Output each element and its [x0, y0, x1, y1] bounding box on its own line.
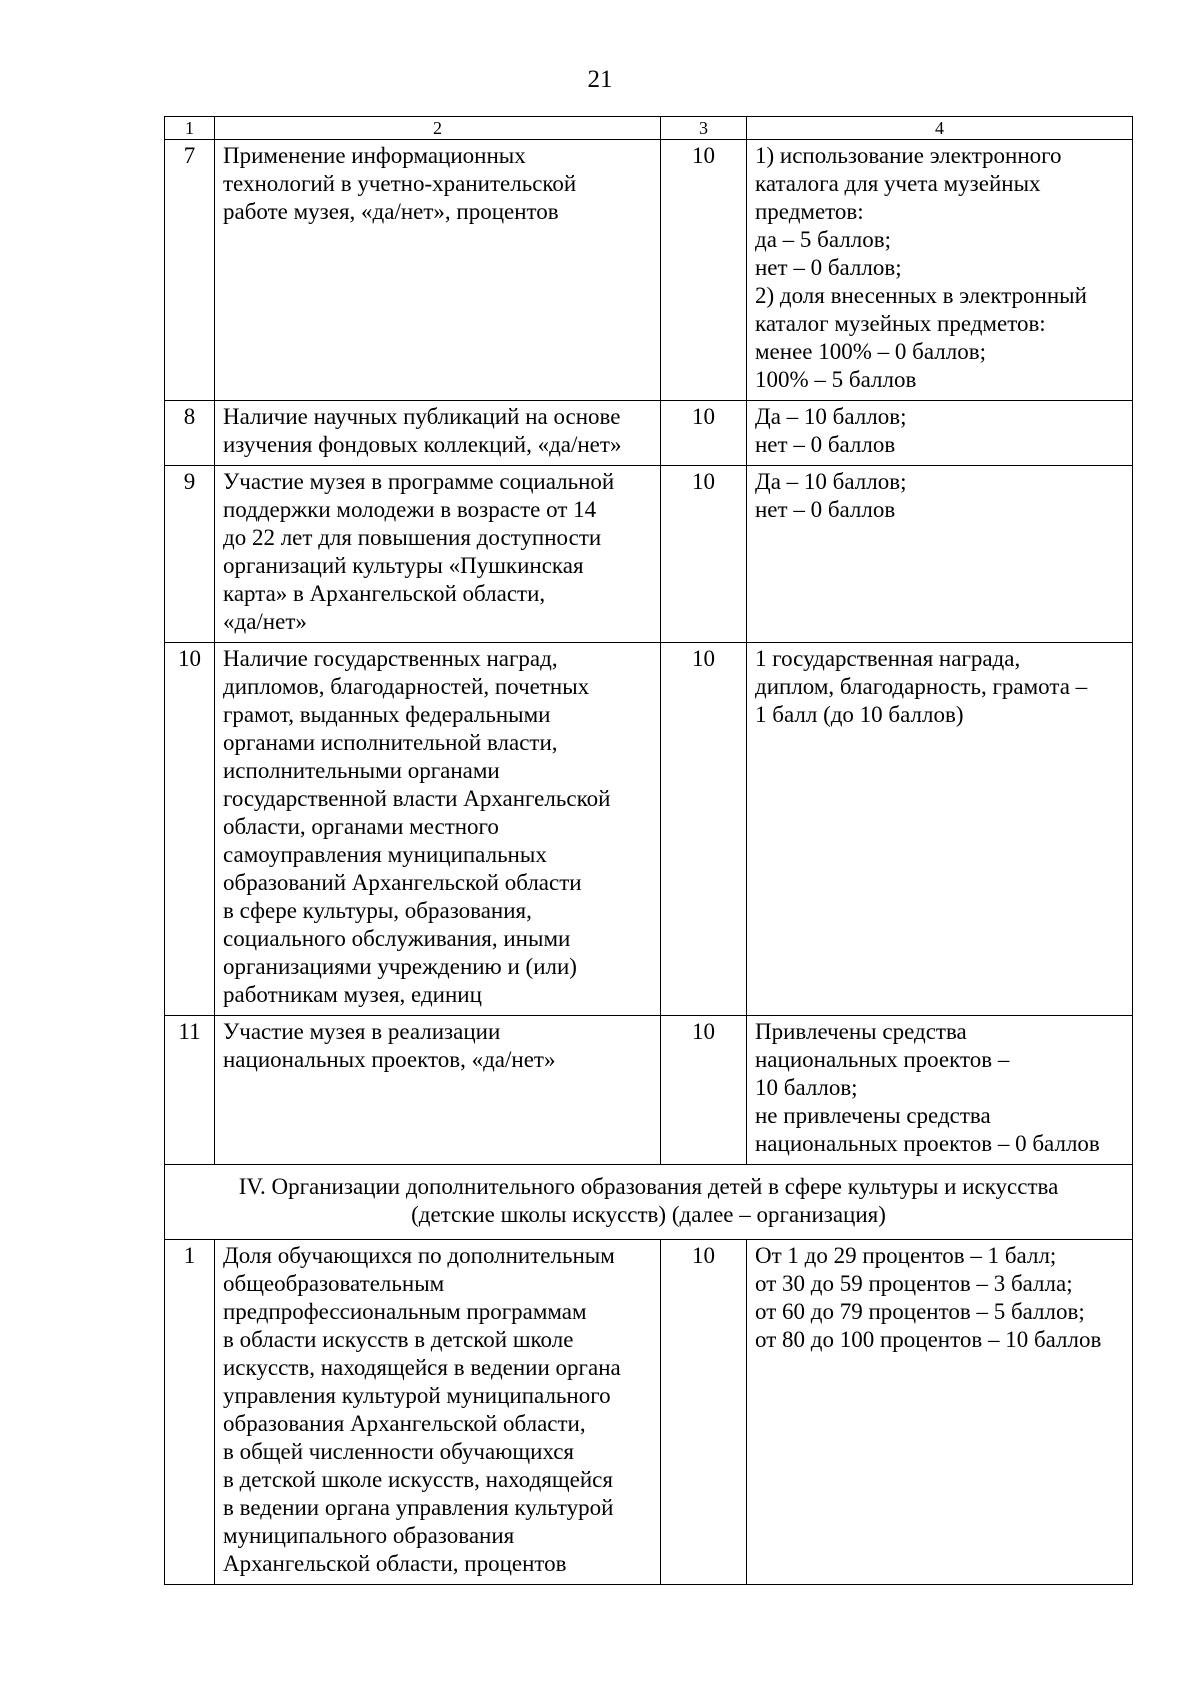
cell-line: грамот, выданных федеральными — [223, 702, 551, 727]
table-row — [165, 1240, 1133, 1585]
indicator-cell — [215, 1016, 661, 1165]
cell-line: менее 100% – 0 баллов; — [755, 339, 986, 364]
column-number-header — [165, 117, 1133, 140]
criteria-cell — [747, 1016, 1133, 1165]
cell-line: Да – 10 баллов; — [755, 404, 907, 429]
cell-line: Привлечены средства — [755, 1019, 967, 1044]
max-points-cell: 10 — [661, 643, 747, 1016]
cell-line: Доля обучающихся по дополнительным — [223, 1243, 615, 1268]
cell-line: образования Архангельской области, — [223, 1411, 586, 1436]
row-number: 1 — [165, 1240, 215, 1585]
max-points-cell: 10 — [661, 1016, 747, 1165]
cell-line: Да – 10 баллов; — [755, 469, 907, 494]
cell-line: Наличие государственных наград, — [223, 646, 558, 671]
cell-line: 10 баллов; — [755, 1075, 858, 1100]
cell-line: организациями учреждению и (или) — [223, 954, 577, 979]
cell-line: работникам музея, единиц — [223, 982, 482, 1007]
cell-line: Архангельской области, процентов — [223, 1551, 567, 1576]
indicator-cell — [215, 140, 661, 401]
criteria-cell — [747, 401, 1133, 466]
cell-line: от 80 до 100 процентов – 10 баллов — [755, 1327, 1102, 1352]
max-points-cell: 10 — [661, 401, 747, 466]
cell-line: работе музея, «да/нет», процентов — [223, 199, 559, 224]
cell-line: 2) доля внесенных в электронный — [755, 283, 1087, 308]
cell-line: в общей численности обучающихся — [223, 1439, 574, 1464]
indicator-cell — [215, 466, 661, 643]
table-row — [165, 643, 1133, 1016]
cell-line: государственной власти Архангельской — [223, 786, 611, 811]
cell-line: нет – 0 баллов — [755, 497, 896, 522]
cell-line: технологий в учетно-хранительской — [223, 171, 577, 196]
cell-line: каталога для учета музейных — [755, 171, 1041, 196]
cell-line: нет – 0 баллов — [755, 432, 896, 457]
page-number: 21 — [587, 66, 613, 93]
cell-line: нет – 0 баллов; — [755, 255, 902, 280]
cell-line: органами исполнительной власти, — [223, 730, 558, 755]
max-points-cell: 10 — [661, 466, 747, 643]
criteria-cell — [747, 1240, 1133, 1585]
cell-line: поддержки молодежи в возрасте от 14 — [223, 497, 597, 522]
cell-line: образований Архангельской области — [223, 870, 582, 895]
max-points-cell: 10 — [661, 1240, 747, 1585]
indicator-cell — [215, 1240, 661, 1585]
cell-line: Наличие научных публикаций на основе — [223, 404, 621, 429]
max-points-cell: 10 — [661, 140, 747, 401]
header-col-1: 1 — [165, 117, 215, 140]
cell-line: до 22 лет для повышения доступности — [223, 525, 602, 550]
table-row — [165, 1016, 1133, 1165]
cell-line: 1 балл (до 10 баллов) — [755, 702, 964, 727]
criteria-table — [164, 116, 1133, 1585]
cell-line: От 1 до 29 процентов – 1 балл; — [755, 1243, 1057, 1268]
cell-line: в области искусств в детской школе — [223, 1327, 574, 1352]
cell-line: исполнительными органами — [223, 758, 500, 783]
cell-line: (детские школы искусств) (далее – организация) — [411, 1202, 886, 1227]
cell-line: Участие музея в реализации — [223, 1019, 501, 1044]
row-number: 7 — [165, 140, 215, 401]
row-number: 8 — [165, 401, 215, 466]
cell-line: предпрофессиональным программам — [223, 1299, 587, 1324]
cell-line: дипломов, благодарностей, почетных — [223, 674, 590, 699]
cell-line: муниципального образования — [223, 1523, 515, 1548]
cell-line: самоуправления муниципальных — [223, 842, 547, 867]
criteria-cell — [747, 140, 1133, 401]
cell-line: 1 государственная награда, — [755, 646, 1021, 671]
cell-line: 1) использование электронного — [755, 143, 1062, 168]
cell-line: предметов: — [755, 199, 864, 224]
cell-line: Применение информационных — [223, 143, 526, 168]
header-col-3: 3 — [661, 117, 747, 140]
cell-line: национальных проектов, «да/нет» — [223, 1047, 556, 1072]
cell-line: «да/нет» — [223, 609, 307, 634]
cell-line: области, органами местного — [223, 814, 499, 839]
row-number: 10 — [165, 643, 215, 1016]
cell-line: национальных проектов – 0 баллов — [755, 1131, 1100, 1156]
cell-line: в сфере культуры, образования, — [223, 898, 532, 923]
header-col-4: 4 — [747, 117, 1133, 140]
table-row — [165, 466, 1133, 643]
indicator-cell — [215, 401, 661, 466]
cell-line: общеобразовательным — [223, 1271, 445, 1296]
cell-line: организаций культуры «Пушкинская — [223, 553, 584, 578]
indicator-cell — [215, 643, 661, 1016]
cell-line: искусств, находящейся в ведении органа — [223, 1355, 621, 1380]
row-number: 11 — [165, 1016, 215, 1165]
header-col-2: 2 — [215, 117, 661, 140]
cell-line: карта» в Архангельской области, — [223, 581, 546, 606]
cell-line: да – 5 баллов; — [755, 227, 891, 252]
table-row — [165, 401, 1133, 466]
cell-line: от 60 до 79 процентов – 5 баллов; — [755, 1299, 1085, 1324]
cell-line: изучения фондовых коллекций, «да/нет» — [223, 432, 622, 457]
criteria-cell — [747, 466, 1133, 643]
cell-line: каталог музейных предметов: — [755, 311, 1046, 336]
cell-line: диплом, благодарность, грамота – — [755, 674, 1088, 699]
section-heading — [165, 1165, 1133, 1240]
section-heading-row — [165, 1165, 1133, 1240]
cell-line: в детской школе искусств, находящейся — [223, 1467, 613, 1492]
cell-line: от 30 до 59 процентов – 3 балла; — [755, 1271, 1073, 1296]
cell-line: не привлечены средства — [755, 1103, 991, 1128]
cell-line: 100% – 5 баллов — [755, 367, 917, 392]
criteria-cell — [747, 643, 1133, 1016]
cell-line: управления культурой муниципального — [223, 1383, 611, 1408]
table-row — [165, 140, 1133, 401]
cell-line: в ведении органа управления культурой — [223, 1495, 614, 1520]
row-number: 9 — [165, 466, 215, 643]
cell-line: национальных проектов – — [755, 1047, 1010, 1072]
cell-line: IV. Организации дополнительного образования детей в сфере культуры и искусства — [238, 1174, 1059, 1199]
cell-line: социального обслуживания, иными — [223, 926, 571, 951]
cell-line: Участие музея в программе социальной — [223, 469, 615, 494]
